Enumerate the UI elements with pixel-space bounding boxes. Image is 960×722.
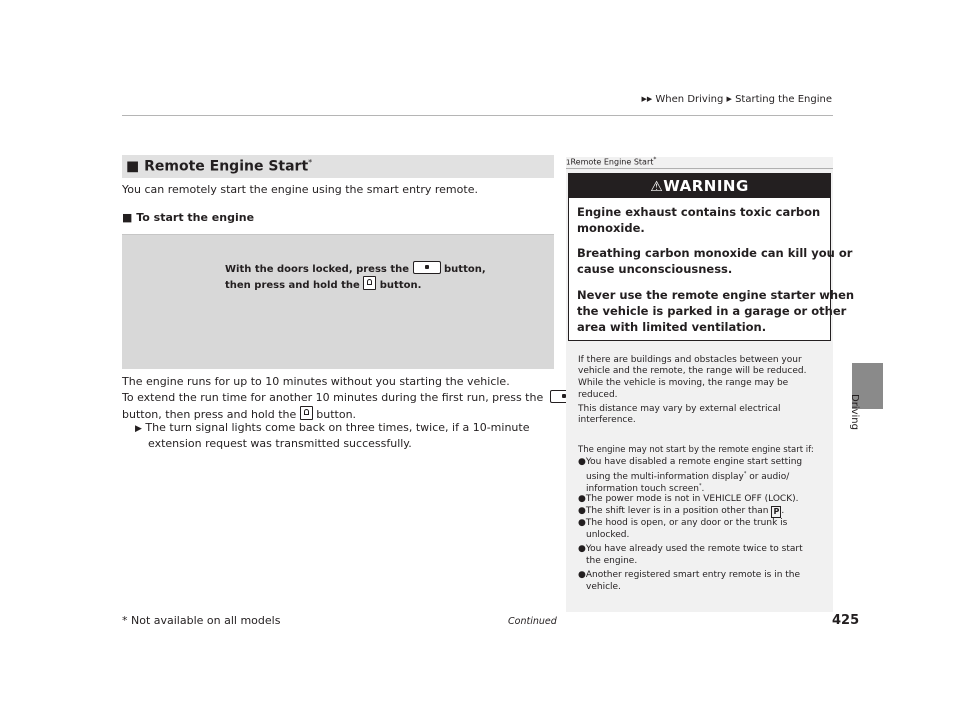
range-note-line: interference. <box>578 415 636 425</box>
range-note-line: If there are buildings and obstacles between your <box>578 355 802 365</box>
body-line-1: The engine runs for up to 10 minutes without you starting the vehicle. <box>122 375 510 388</box>
condition-item <box>578 494 799 505</box>
condition-text: The shift lever is in a position other than <box>585 506 769 516</box>
section-title-star: * <box>308 158 313 167</box>
condition-text: The hood is open, or any door or the trunk is <box>585 518 788 528</box>
section-square-icon: ■ <box>126 158 140 175</box>
sidebar-heading-text: Remote Engine Start <box>570 157 654 167</box>
caption-line2-end: button. <box>379 280 422 291</box>
warning-title <box>569 177 830 195</box>
condition-item <box>578 570 800 581</box>
caption-line2-start: then press and hold the <box>225 280 360 291</box>
page-number: 425 <box>832 613 860 628</box>
illustration-caption <box>225 261 486 292</box>
condition-item-cont: information touch screen*. <box>586 483 705 494</box>
condition-item-cont: the engine. <box>586 556 638 566</box>
warning-title-text: WARNING <box>663 177 749 195</box>
warning-line: monoxide. <box>577 221 645 235</box>
subheading-text: To start the engine <box>136 211 255 224</box>
warning-line: Breathing carbon monoxide can kill you or <box>577 246 853 260</box>
bullet-dot-icon: ● <box>578 544 586 554</box>
warning-line: the vehicle is parked in a garage or other <box>577 304 847 318</box>
section-title-text: Remote Engine Start <box>144 158 309 175</box>
caption-line1-end: button, <box>444 264 486 275</box>
lock-button-icon <box>413 261 441 274</box>
breadcrumb-arrow-icon: ▶ <box>726 95 732 103</box>
condition-text: . <box>701 484 705 494</box>
body-line-3-start: button, then press and hold the <box>122 408 297 421</box>
range-note-line: vehicle and the remote, the range will be reduced. <box>578 366 807 376</box>
breadcrumb-arrow-icon: ▶▶ <box>641 95 653 103</box>
sidebar-rule <box>566 168 833 169</box>
park-position-icon: P <box>771 506 781 518</box>
condition-text: The power mode is not in VEHICLE OFF (LOCK). <box>585 494 799 504</box>
subheading-square-icon: ■ <box>122 211 133 224</box>
condition-text: You have already used the remote twice to start <box>585 544 803 554</box>
condition-text: or audio/ <box>749 472 790 482</box>
condition-item <box>578 518 787 529</box>
bullet-dot-icon: ● <box>578 457 586 467</box>
remote-start-button-icon <box>300 406 313 420</box>
condition-text: You have disabled a remote engine start setting <box>585 457 803 467</box>
sidebar-reference-marker: 1 <box>566 158 571 167</box>
may-not-start-intro: The engine may not start by the remote engine start if: <box>578 445 814 455</box>
condition-text: information touch screen <box>586 484 699 494</box>
bullet-dot-icon: ● <box>578 518 586 528</box>
range-note-line: This distance may vary by external electrical <box>578 404 781 414</box>
condition-item-cont: unlocked. <box>586 530 630 540</box>
warning-triangle-icon: ⚠ <box>650 179 664 195</box>
body-line-2-text: To extend the run time for another 10 minutes during the first run, press the <box>122 391 544 404</box>
bullet-dot-icon: ● <box>578 494 586 504</box>
illustration-area <box>122 234 554 369</box>
condition-item-cont: vehicle. <box>586 582 621 592</box>
breadcrumb-item-when-driving[interactable]: When Driving <box>655 94 724 105</box>
header-rule <box>122 115 833 116</box>
breadcrumb-item-starting-engine[interactable]: Starting the Engine <box>735 94 832 105</box>
condition-text: Another registered smart entry remote is in the <box>585 570 801 580</box>
condition-item <box>578 544 803 555</box>
bullet-dot-icon: ● <box>578 570 586 580</box>
sidebar-heading <box>566 156 656 167</box>
body-bullet-text-1: The turn signal lights come back on three times, twice, if a 10-minute <box>145 421 530 434</box>
continued-label: Continued <box>508 616 557 627</box>
range-note-line: reduced. <box>578 390 618 400</box>
warning-line: cause unconsciousness. <box>577 262 733 276</box>
body-line-3-end: button. <box>316 408 357 421</box>
intro-text: You can remotely start the engine using the smart entry remote. <box>122 183 478 196</box>
chapter-tab-label[interactable]: Driving <box>849 394 860 430</box>
section-title <box>126 158 312 175</box>
body-bullet-line-2: extension request was transmitted successfully. <box>148 437 412 450</box>
condition-text: using the multi-information display <box>586 472 744 482</box>
body-line-2 <box>122 390 578 406</box>
condition-item: ●The shift lever is in a position other than P . <box>578 506 785 516</box>
warning-line: Never use the remote engine starter when <box>577 288 855 302</box>
body-bullet-line-1 <box>135 420 529 437</box>
bullet-dot-icon: ● <box>578 506 586 516</box>
footnote-availability: * Not available on all models <box>122 614 281 627</box>
caption-line1-start: With the doors locked, press the <box>225 264 410 275</box>
subheading <box>122 211 254 224</box>
warning-line: Engine exhaust contains toxic carbon <box>577 205 821 219</box>
sidebar-heading-star: * <box>653 156 657 163</box>
remote-start-button-icon <box>363 276 376 290</box>
range-note-line: While the vehicle is moving, the range may be <box>578 378 789 388</box>
warning-line: area with limited ventilation. <box>577 320 767 334</box>
breadcrumb <box>641 94 832 105</box>
condition-item-cont: using the multi-information display* or audio/ <box>586 471 790 482</box>
result-arrow-icon: ▶ <box>135 424 142 434</box>
condition-item <box>578 457 802 468</box>
